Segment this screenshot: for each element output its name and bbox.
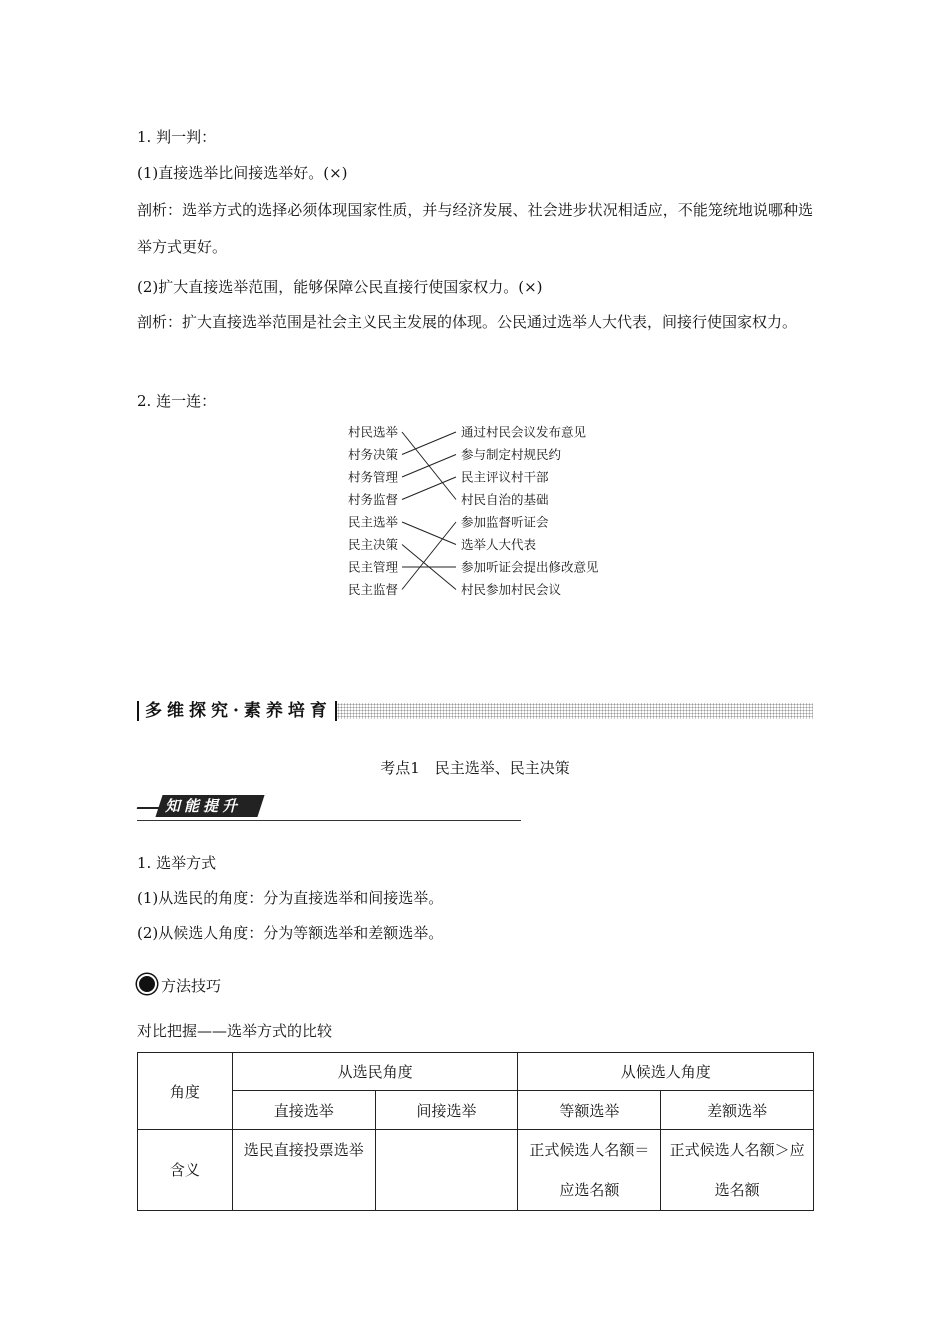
- match-right-item: 参与制定村规民约: [461, 447, 562, 462]
- match-right-item: 参加监督听证会: [461, 514, 549, 530]
- match-right-item: 参加听证会提出修改意见: [461, 559, 599, 575]
- match-link-line: [402, 455, 456, 478]
- table-header-angle: 角度: [138, 1053, 233, 1130]
- compare-title: 对比把握——选举方式的比较: [137, 1022, 333, 1040]
- judge-analysis-1: 剖析：选举方式的选择必须体现国家性质，并与经济发展、社会进步状况相适应，不能笼统地说哪种选举方式更好。: [137, 201, 813, 256]
- table-sub-header: 间接选举: [375, 1091, 518, 1130]
- content-heading: 1. 选举方式: [137, 854, 217, 872]
- match-left-item: 村务管理: [348, 469, 399, 485]
- match-left-item: 民主选举: [348, 514, 399, 530]
- match-link-line: [402, 477, 456, 500]
- match-right-item: 村民自治的基础: [461, 492, 549, 507]
- method-tip: [137, 974, 221, 996]
- match-left-item: 民主决策: [348, 537, 399, 552]
- match-link-line: [402, 432, 456, 455]
- match-right-item: 通过村民会议发布意见: [461, 424, 587, 440]
- table-cell: 选民直接投票选举: [232, 1130, 375, 1211]
- comparison-table: [137, 1052, 814, 1211]
- match-right-item: 民主评议村干部: [461, 469, 549, 485]
- section-header: [137, 700, 813, 722]
- content-point-2: (2)从候选人角度：分为等额选举和差额选举。: [137, 924, 444, 942]
- table-sub-header: 差额选举: [661, 1091, 814, 1130]
- matching-diagram: [340, 420, 620, 600]
- table-group-voter: 从选民角度: [232, 1053, 518, 1091]
- content-point-1: (1)从选民的角度：分为直接选举和间接选举。: [137, 889, 444, 907]
- table-row-label: 含义: [138, 1130, 233, 1211]
- table-cell: 正式候选人名额＞应选名额: [661, 1130, 814, 1211]
- match-link-line: [402, 522, 456, 545]
- match-left-item: 村务监督: [348, 492, 399, 507]
- topic-title: 考点1 民主选举、民主决策: [380, 759, 570, 777]
- knowledge-banner: [137, 793, 521, 823]
- bullet-icon: [137, 974, 157, 994]
- match-right-item: 村民参加村民会议: [461, 582, 562, 597]
- connect-heading: 2. 连一连：: [137, 392, 217, 410]
- table-sub-header: 直接选举: [232, 1091, 375, 1130]
- section-title: 多维探究·素养培育: [145, 700, 336, 722]
- match-right-item: 选举人大代表: [461, 537, 537, 552]
- judge-analysis-2: 剖析：扩大直接选举范围是社会主义民主发展的体现。公民通过选举人大代表，间接行使国家权力。: [137, 313, 798, 331]
- table-group-candidate: 从候选人角度: [518, 1053, 814, 1091]
- judge-question-2: (2)扩大直接选举范围，能够保障公民直接行使国家权力。(×): [137, 278, 543, 296]
- banner-text: 知能提升: [165, 797, 242, 815]
- table-cell: [375, 1130, 518, 1211]
- match-left-item: 村务决策: [348, 447, 399, 462]
- match-left-item: 村民选举: [348, 424, 399, 440]
- table-cell: 正式候选人名额＝应选名额: [518, 1130, 661, 1211]
- table-sub-header: 等额选举: [518, 1091, 661, 1130]
- match-left-item: 民主管理: [348, 559, 399, 575]
- judge-heading: 1. 判一判：: [137, 128, 217, 146]
- method-label: 方法技巧: [161, 977, 222, 995]
- judge-question-1: (1)直接选举比间接选举好。(×): [137, 164, 348, 182]
- match-left-item: 民主监督: [348, 582, 399, 597]
- match-link-line: [402, 522, 456, 590]
